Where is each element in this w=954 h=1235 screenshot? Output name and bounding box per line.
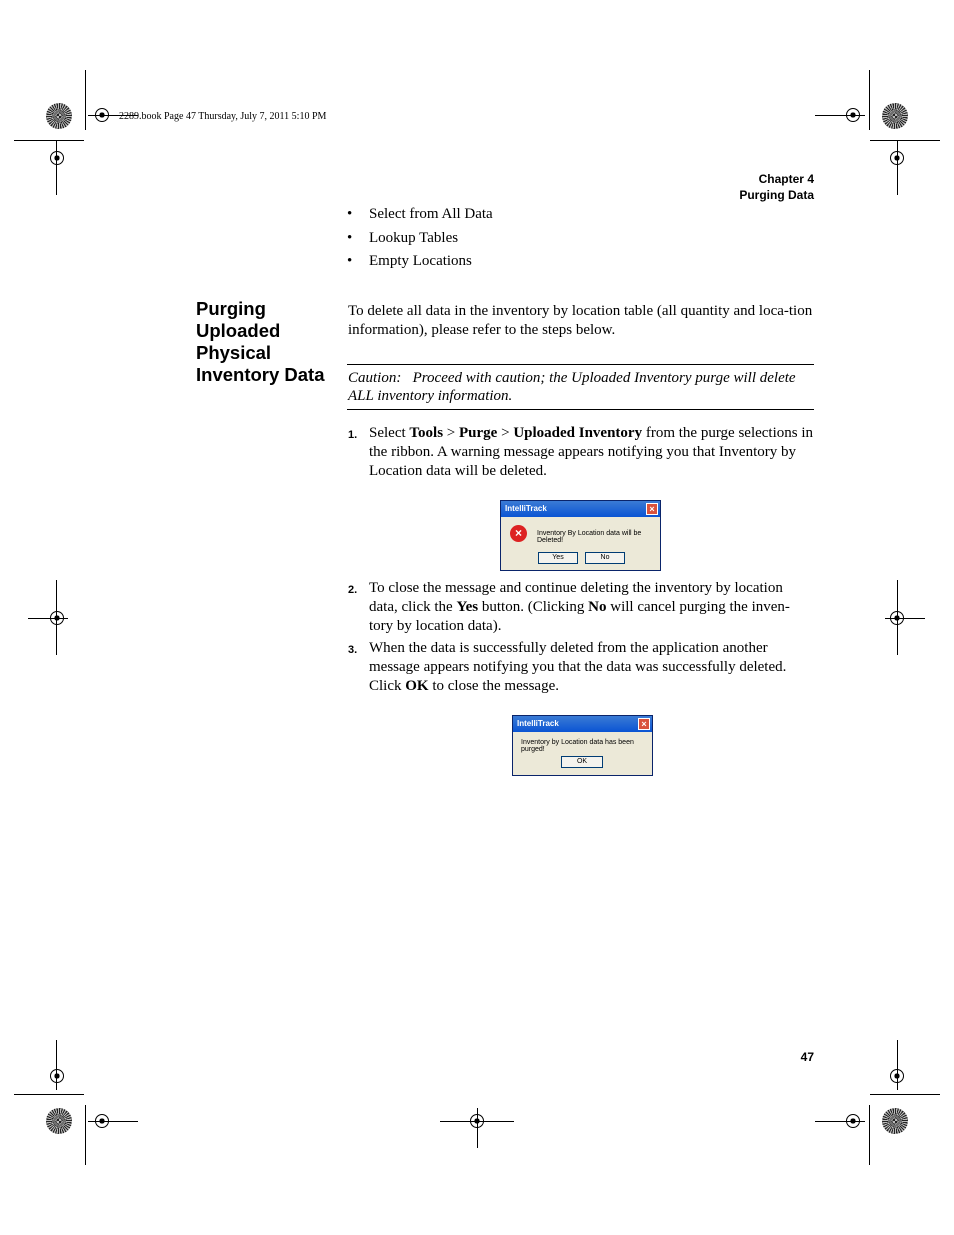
caution-bottom-rule [347, 409, 814, 410]
crop-mark [85, 70, 86, 130]
step-2: 2. To close the message and continue deleting the inventory by location data, click the Yes button. (Clicking No will cancel purging the inven-tory by location data). [348, 580, 790, 634]
crop-mark [56, 1040, 57, 1090]
crop-mark [14, 140, 84, 141]
crop-mark [897, 1040, 898, 1090]
crop-mark [14, 1094, 84, 1095]
bullet-list [347, 204, 493, 275]
crop-mark [88, 1121, 138, 1122]
ok-button[interactable]: OK [561, 756, 603, 768]
close-icon[interactable]: × [638, 718, 650, 730]
registration-rosette [882, 1108, 908, 1134]
caution-label: Caution: [348, 370, 402, 386]
list-item: • Empty Locations [347, 253, 472, 270]
dialog-message: Inventory By Location data will be Deleted! [537, 530, 642, 544]
print-slug: 2289.book Page 47 Thursday, July 7, 2011 5:10 PM [119, 111, 327, 122]
registration-target [50, 1069, 64, 1083]
list-item: • Select from All Data [347, 206, 493, 222]
crop-mark [56, 140, 57, 195]
caution-text: Proceed with caution; the Uploaded Inventory purge will delete ALL inventory information. [348, 370, 796, 404]
no-button[interactable]: No [585, 552, 625, 564]
crop-mark [28, 618, 68, 619]
crop-mark [870, 140, 940, 141]
registration-target [50, 151, 64, 165]
step-1: 1. Select Tools > Purge > Uploaded Inventory from the purge selections in the ribbon. A warning message appears notifying you that Inventory by Location data will be deleted. [348, 425, 814, 479]
step-3: 3. When the data is successfully deleted from the application another message appears notifying you that the data was successfully deleted. Click OK to close the message. [348, 640, 787, 694]
list-item: • Lookup Tables [347, 229, 459, 246]
caution-note [348, 369, 814, 405]
registration-rosette [882, 103, 908, 129]
registration-rosette [46, 1108, 72, 1134]
section-heading: Purging Uploaded Physical Inventory Data [196, 298, 325, 385]
crop-mark [869, 70, 870, 130]
intro-paragraph: To delete all data in the inventory by location table (all quantity and loca-tion information), please refer to the steps below. [348, 303, 813, 338]
success-dialog [512, 715, 653, 776]
yes-button[interactable]: Yes [538, 552, 578, 564]
crop-mark [869, 1105, 870, 1165]
dialog-titlebar: IntelliTrack × [501, 501, 660, 517]
crop-mark [870, 1094, 940, 1095]
registration-rosette [46, 103, 72, 129]
crop-mark [897, 140, 898, 195]
crop-mark [815, 115, 865, 116]
page-number: 47 [800, 1050, 814, 1064]
warning-dialog [500, 500, 661, 571]
crop-mark [885, 618, 925, 619]
crop-mark [815, 1121, 865, 1122]
close-icon[interactable]: × [646, 503, 658, 515]
running-header-section: Purging Data [739, 188, 814, 202]
error-icon: × [510, 525, 527, 542]
dialog-titlebar: IntelliTrack × [513, 716, 652, 732]
crop-mark [477, 1108, 478, 1148]
caution-top-rule [347, 364, 814, 365]
crop-mark [85, 1105, 86, 1165]
dialog-message: Inventory by Location data has been purged! [521, 739, 634, 753]
running-header-chapter: Chapter 4 [758, 172, 814, 186]
